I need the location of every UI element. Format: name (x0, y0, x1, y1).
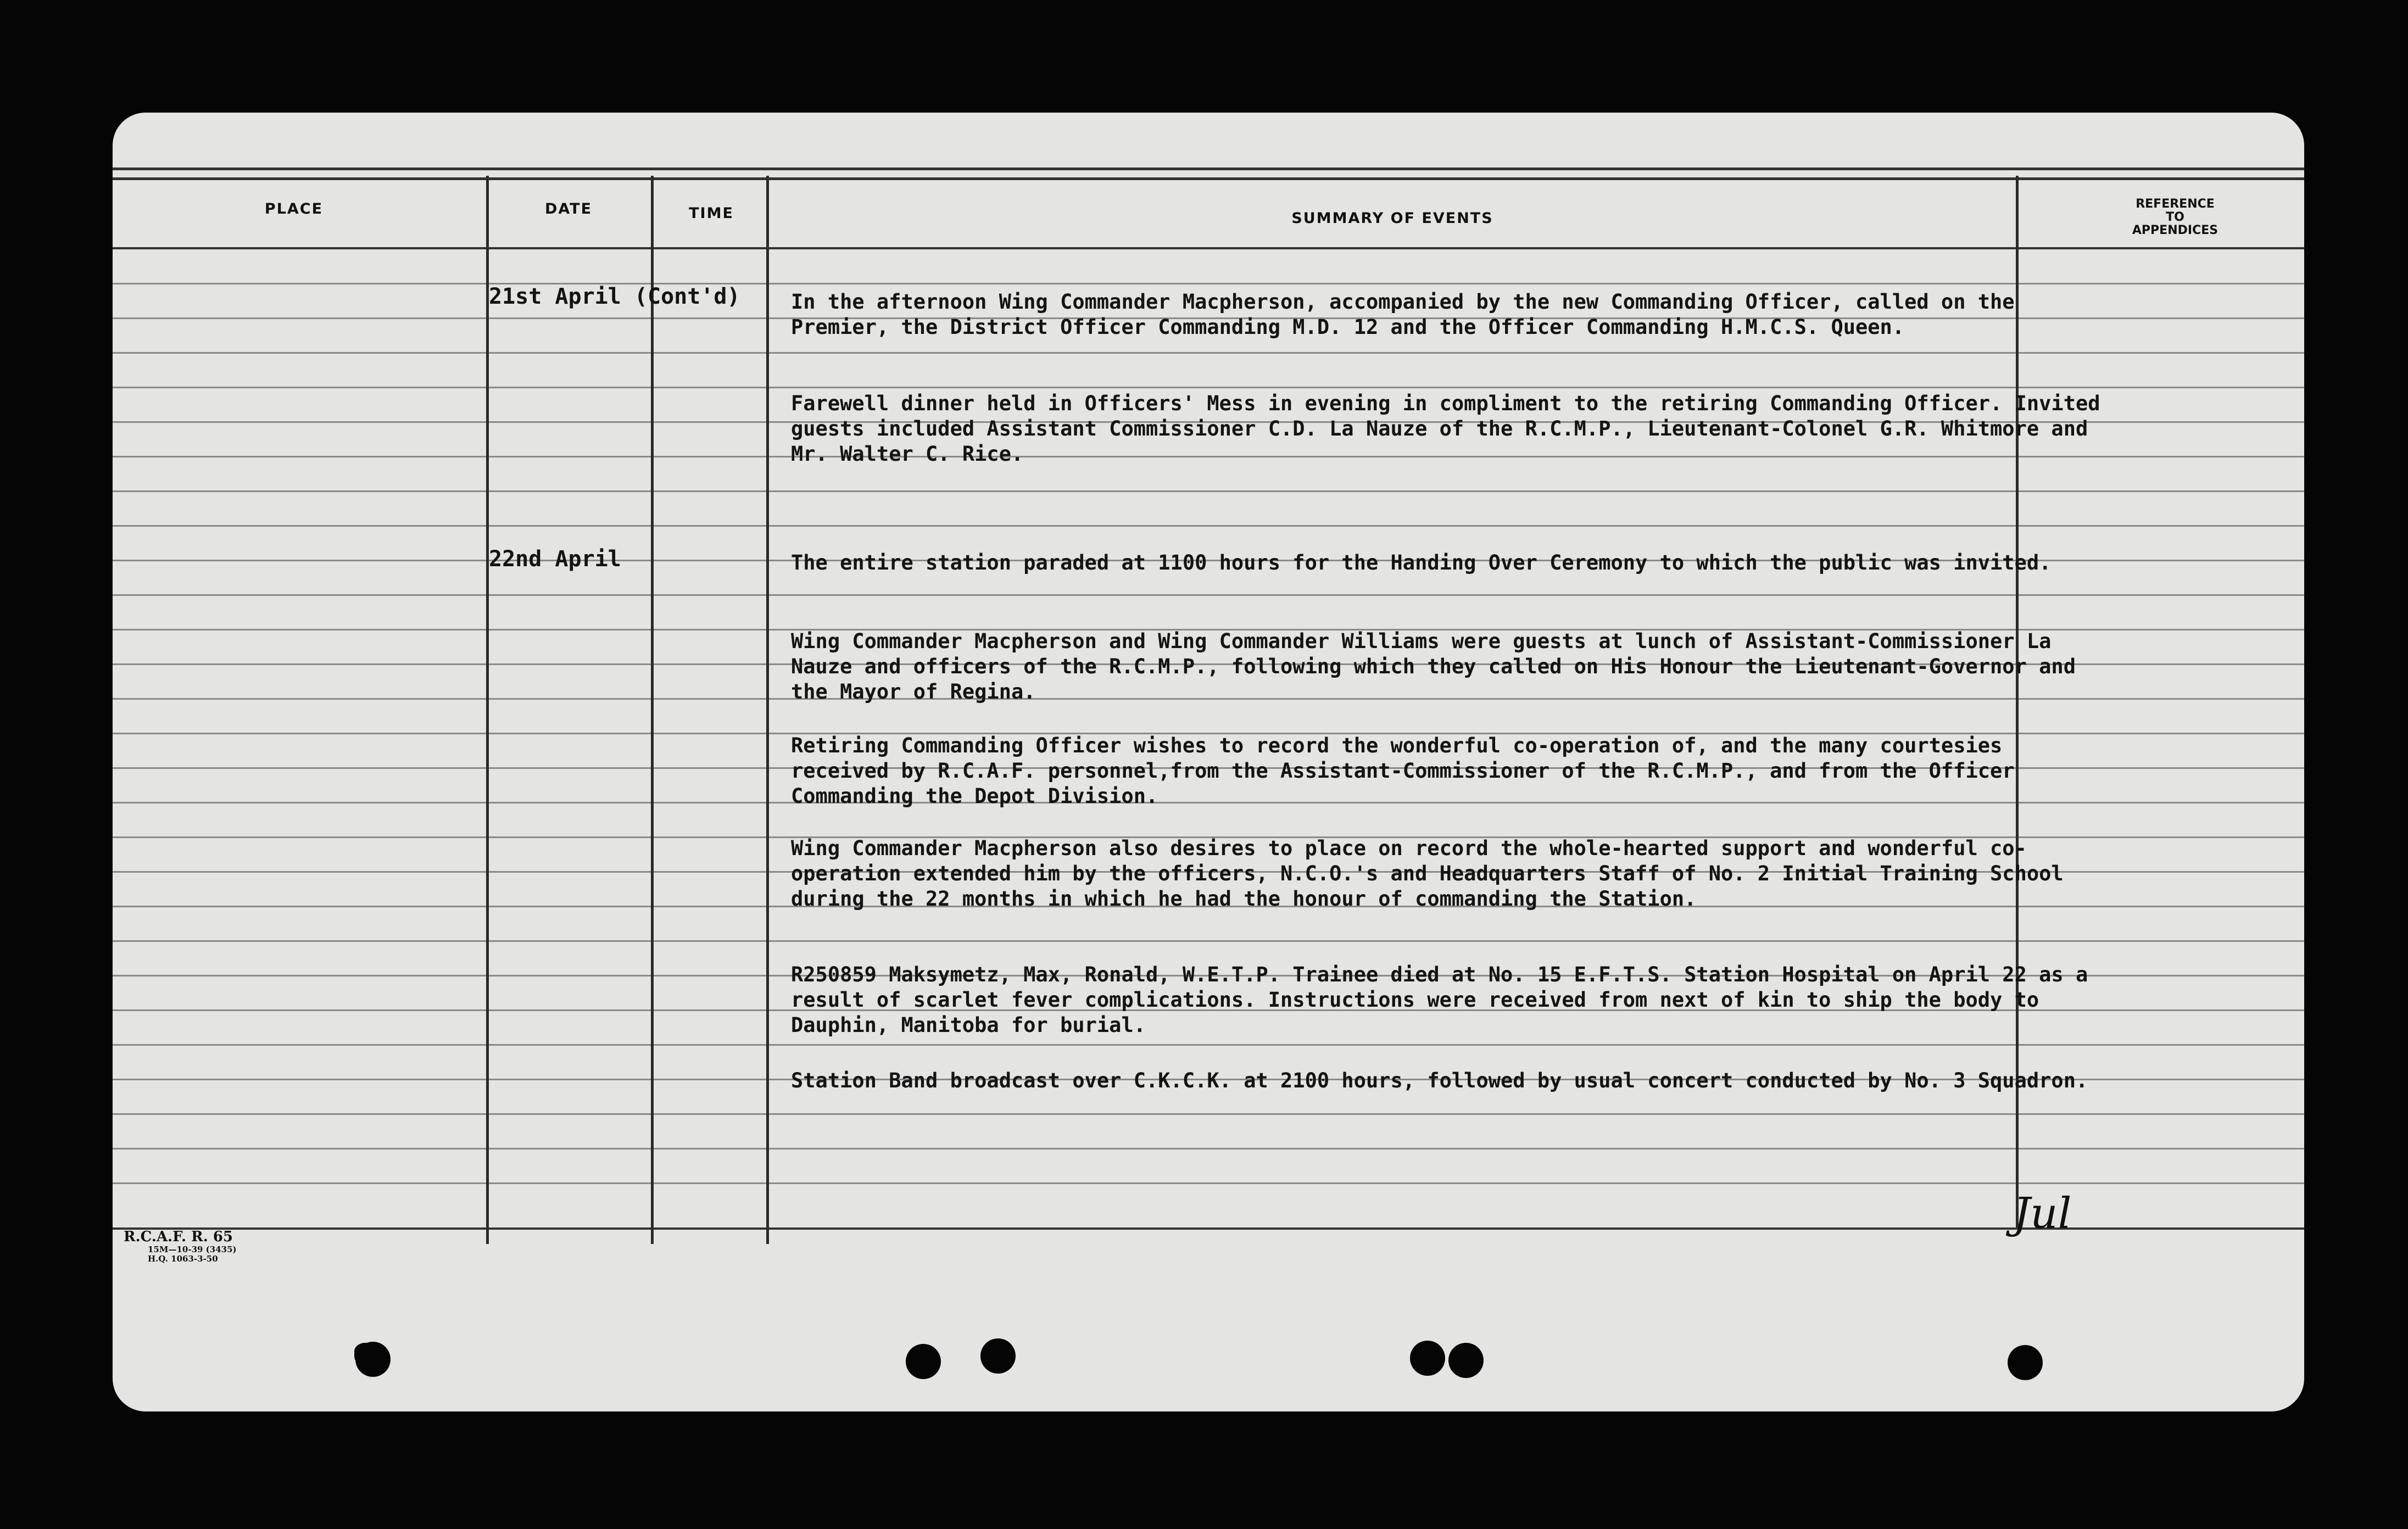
entry-paragraph: In the afternoon Wing Commander Macpherson, accompanied by the new Commanding Officer, called on the Premier, the District Officer Commanding M.D. 12 and the Officer Commanding H.M.C.S. Queen. (791, 290, 2015, 339)
header-reference: REFERENCE TO APPENDICES (2132, 197, 2219, 237)
punch-hole-icon (980, 1338, 1016, 1374)
entry-date-2: 22nd April (489, 546, 621, 572)
entry-paragraph: Station Band broadcast over C.K.C.K. at 2100 hours, followed by usual concert conducted by No. 3 Squadron. (791, 1069, 2088, 1092)
header-place: PLACE (264, 200, 324, 217)
header-bottom-rule (113, 247, 2304, 249)
form-print-line-1: 15M—10-39 (3435) (148, 1245, 237, 1254)
form-number-block (124, 1229, 237, 1264)
diary-form-card (113, 113, 2304, 1411)
header-time: TIME (689, 205, 734, 222)
punch-hole-icon (906, 1344, 941, 1379)
punch-hole-icon (355, 1342, 391, 1377)
form-print-line-2: H.Q. 1063-3-50 (148, 1254, 218, 1264)
divider-place-date (486, 176, 489, 1244)
entry-date-1: 21st April (Cont'd) (489, 284, 740, 309)
punch-hole-icon (1410, 1341, 1445, 1376)
form-number: R.C.A.F. R. 65 (124, 1229, 233, 1245)
punch-hole-icon (1448, 1343, 1484, 1378)
header-top-rule (113, 168, 2304, 170)
entry-paragraph: Wing Commander Macpherson and Wing Commander Williams were guests at lunch of Assistant-Commissioner La Nauze and officers of the R.C.M.P., following which they called on His Honour the Lieutenant-Governor and the Mayor of Regina. (791, 629, 2076, 704)
entry-paragraph: R250859 Maksymetz, Max, Ronald, W.E.T.P. Trainee died at No. 15 E.F.T.S. Station Hospital on April 22 as a result of scarlet fever complications. Instructions were received from next of kin to ship the body to Dauphin, Manitoba for burial. (791, 963, 2088, 1037)
header-top-rule-2 (113, 177, 2304, 180)
punch-hole-icon (2008, 1345, 2043, 1380)
header-summary: SUMMARY OF EVENTS (1291, 210, 1493, 227)
entry-paragraph: The entire station paraded at 1100 hours for the Handing Over Ceremony to which the public was invited. (791, 551, 2052, 574)
divider-time-summary (766, 176, 769, 1244)
entry-paragraph: Retiring Commanding Officer wishes to record the wonderful co-operation of, and the many courtesies received by R.C.A.F. personnel,from the Assistant-Commissioner of the R.C.M.P., and from the Officer Commanding the Depot Division. (791, 734, 2015, 808)
header-date: DATE (544, 200, 593, 217)
bottom-rule (113, 1227, 2304, 1230)
entry-paragraph: Wing Commander Macpherson also desires to place on record the whole-hearted support and wonderful co-operation extended him by the officers, N.C.O.'s and Headquarters Staff of No. 2 Initial Training School during the 22 months in which he had the honour of commanding the Station. (791, 836, 2064, 911)
divider-date-time (651, 176, 654, 1244)
entry-paragraph: Farewell dinner held in Officers' Mess in evening in compliment to the retiring Commanding Officer. Invited guests included Assistant Commissioner C.D. La Nauze of the R.C.M.P., Lieutenant-Colonel G.R. Whitmore and Mr. Walter C. Rice. (791, 392, 2100, 466)
handwritten-initials: Jul (2013, 1189, 2072, 1238)
